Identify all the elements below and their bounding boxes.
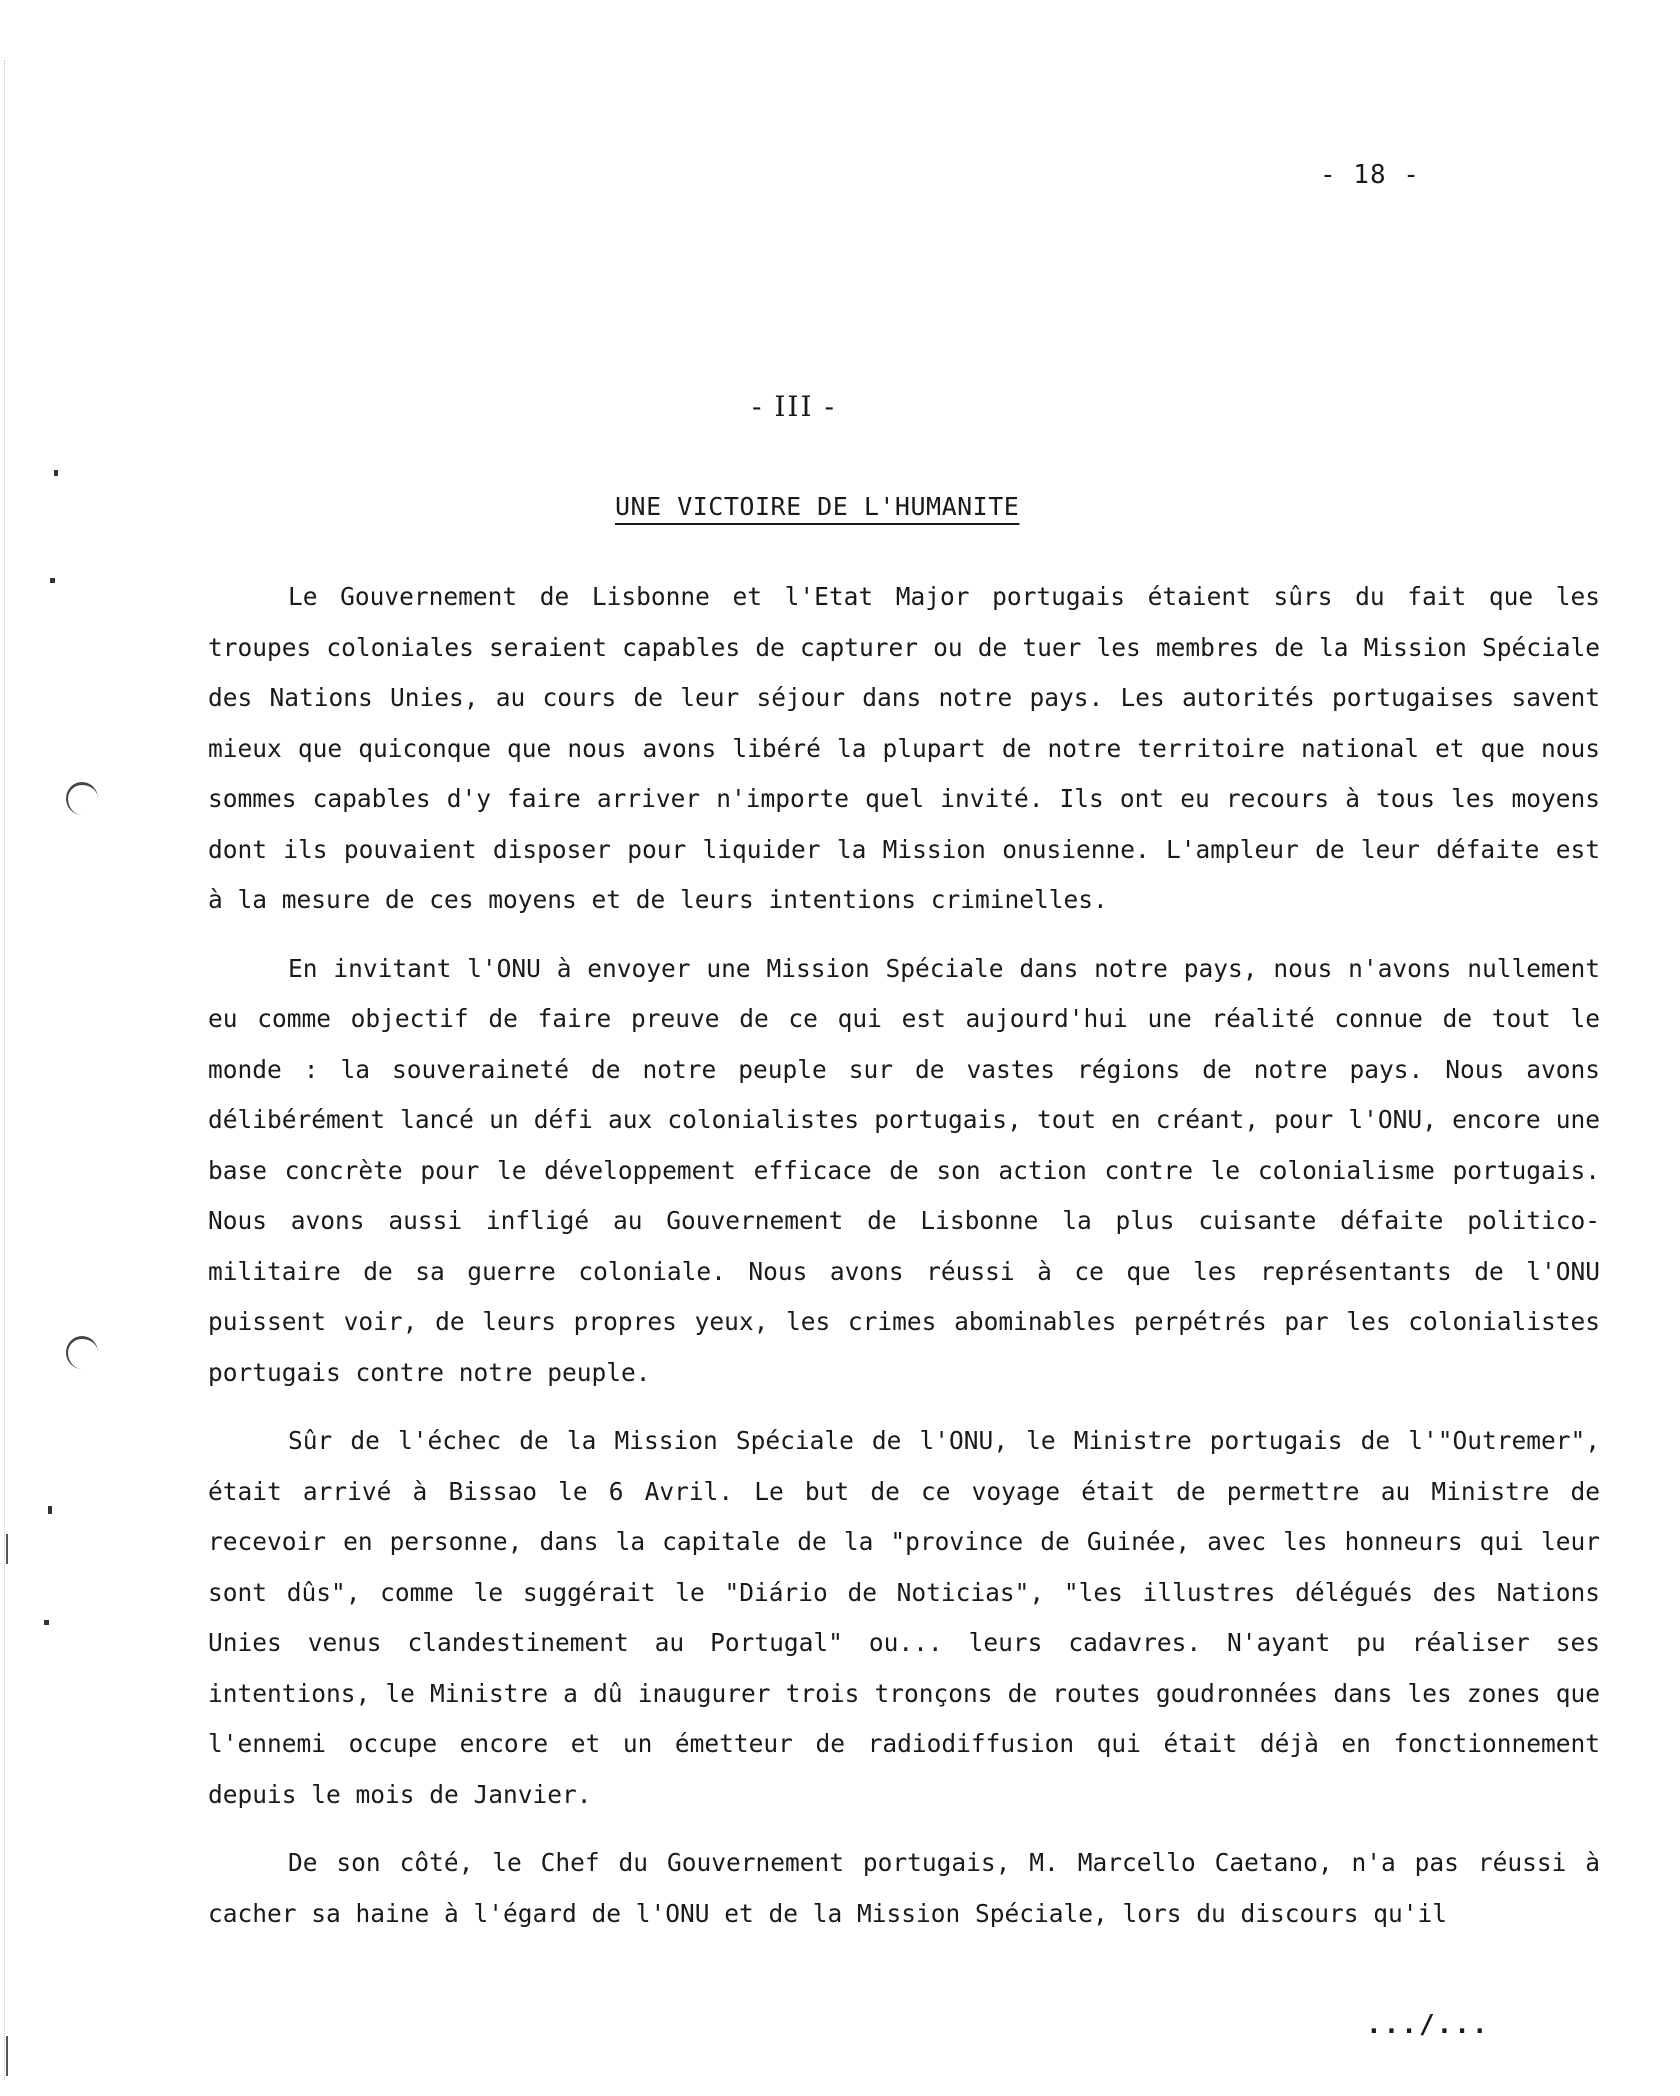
section-number: - III -	[752, 390, 836, 423]
scan-edge-mark	[6, 2036, 8, 2076]
scan-speck	[44, 1620, 49, 1625]
scan-speck	[54, 470, 58, 476]
section-heading: UNE VICTOIRE DE L'HUMANITE	[615, 492, 1020, 521]
paragraph: Sûr de l'échec de la Mission Spéciale de l'ONU, le Ministre portugais de l'"Outremer", était arrivé à Bissao le 6 Avril. Le but de ce voyage était de permettre au Ministre de recevoir en personne, dans la capitale de la "province de Guinée, avec les honneurs qui leur sont dûs", comme le suggérait le "Diário de Noticias", "les illustres délégués des Nations Unies venus clandestinement au Portugal" ou... leurs cadavres. N'ayant pu réaliser ses intentions, le Ministre a dû inaugurer trois tronçons de routes goudronnées dans les zones que l'ennemi occupe encore et un émetteur de radiodiffusion qui était déjà en fonctionnement depuis le mois de Janvier.	[208, 1426, 1600, 1809]
paragraph: En invitant l'ONU à envoyer une Mission Spéciale dans notre pays, nous n'avons nullement eu comme objectif de faire preuve de ce qui est aujourd'hui une réalité connue de tout le monde : la souveraineté de notre peuple sur de vastes régions de notre pays. Nous avons délibérément lancé un défi aux colonialistes portugais, tout en créant, pour l'ONU, encore une base concrète pour le développement efficace de son action contre le colonialisme portugais. Nous avons aussi infligé au Gouvernement de Lisbonne la plus cuisante défaite politico-militaire de sa guerre coloniale. Nous avons réussi à ce que les représentants de l'ONU puissent voir, de leurs propres yeux, les crimes abominables perpétrés par les colonialistes portugais contre notre peuple.	[208, 953, 1600, 1387]
scan-speck	[50, 578, 55, 583]
page-number: - 18 -	[1320, 160, 1420, 190]
scan-edge	[4, 60, 6, 2080]
continuation-mark: .../...	[1366, 2010, 1490, 2040]
body-text	[208, 572, 1600, 1957]
scan-speck	[48, 1506, 52, 1514]
binder-hole-mark	[66, 782, 98, 815]
paragraph: De son côté, le Chef du Gouvernement portugais, M. Marcello Caetano, n'a pas réussi à cacher sa haine à l'égard de l'ONU et de la Mission Spéciale, lors du discours qu'il	[208, 1848, 1600, 1928]
paragraph: Le Gouvernement de Lisbonne et l'Etat Major portugais étaient sûrs du fait que les troupes coloniales seraient capables de capturer ou de tuer les membres de la Mission Spéciale des Nations Unies, au cours de leur séjour dans notre pays. Les autorités portugaises savent mieux que quiconque que nous avons libéré la plupart de notre territoire national et que nous sommes capables d'y faire arriver n'importe quel invité. Ils ont eu recours à tous les moyens dont ils pouvaient disposer pour liquider la Mission onusienne. L'ampleur de leur défaite est à la mesure de ces moyens et de leurs intentions criminelles.	[208, 582, 1600, 914]
binder-hole-mark	[66, 1336, 98, 1369]
scan-edge-mark	[6, 1534, 8, 1564]
